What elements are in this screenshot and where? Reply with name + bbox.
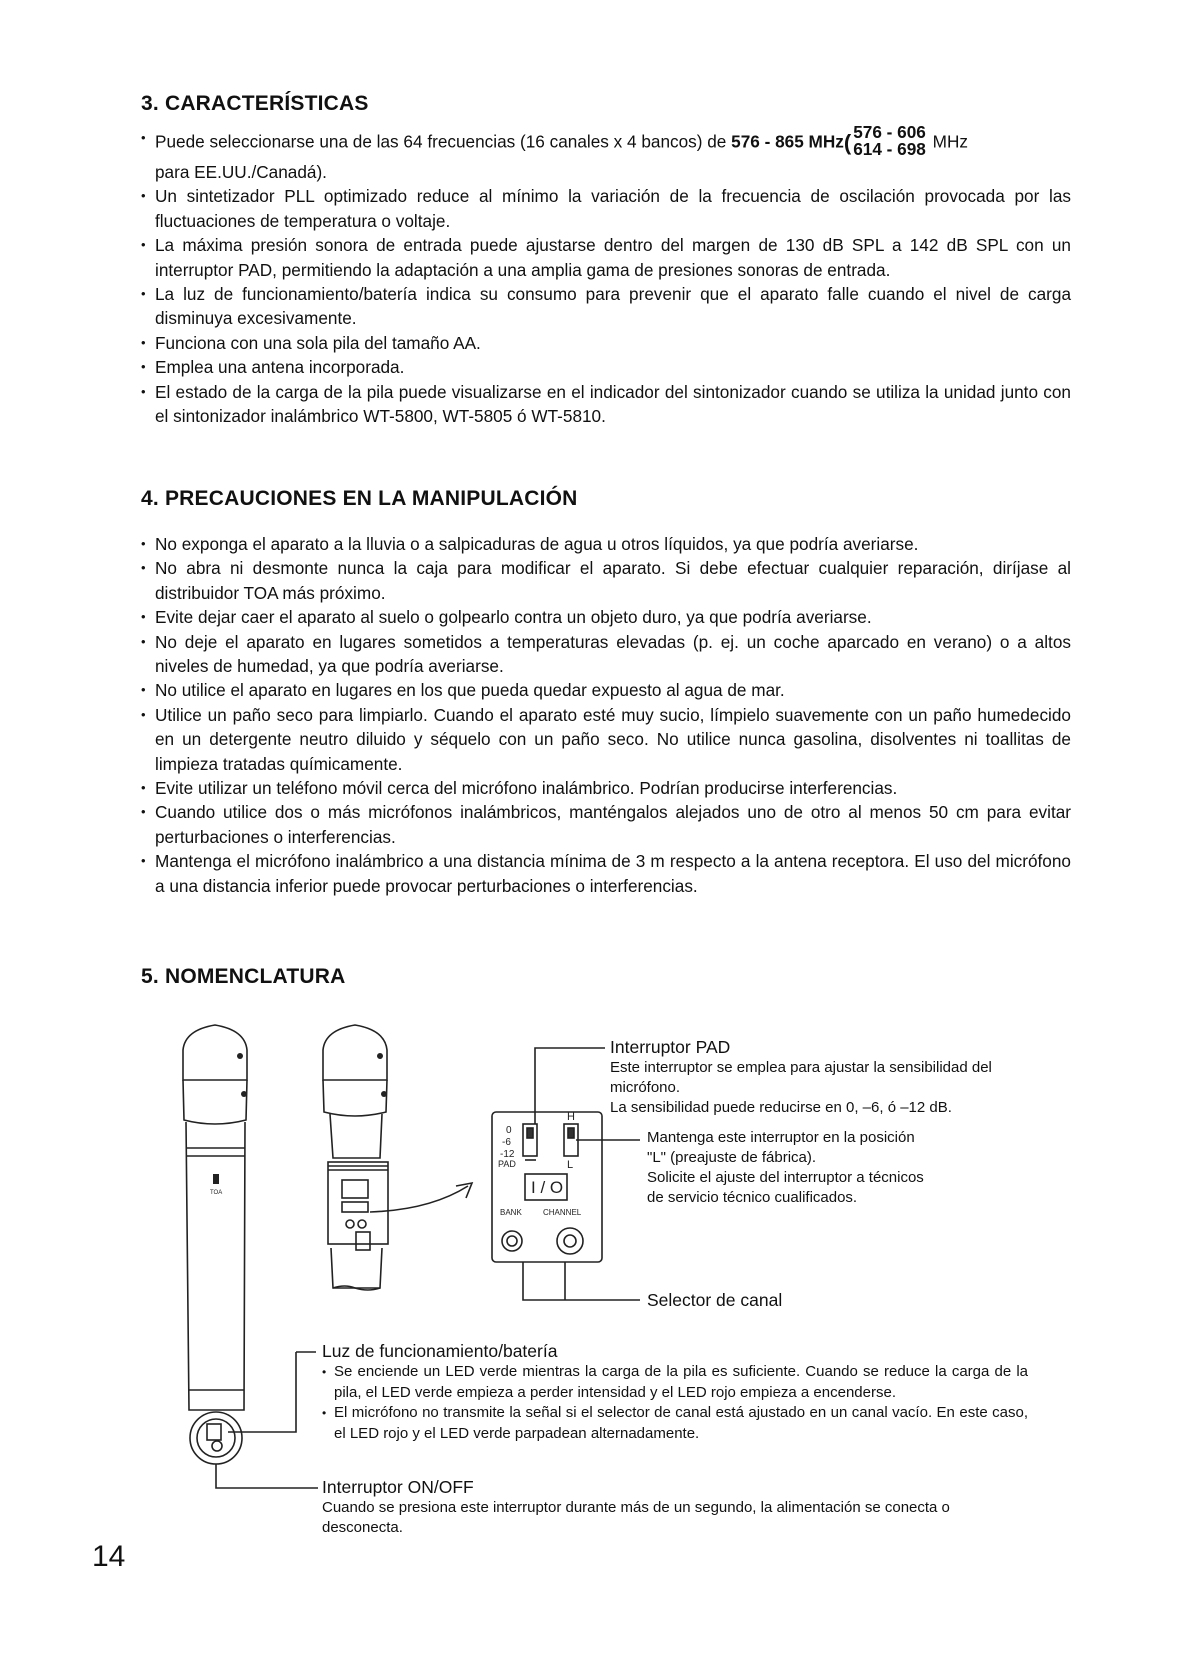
precaution-item: • No utilice el aparato en lugares en los que pueda quedar expuesto al agua de mar. (141, 678, 1071, 702)
precaution-item: • Evite utilizar un teléfono móvil cerca del micrófono inalámbrico. Podrían producirse interferencias. (141, 776, 1071, 800)
precaution-item: • Mantenga el micrófono inalámbrico a una distancia mínima de 3 m respecto a la antena receptora. El uso del micrófono a una distancia inferior puede provocar perturbaciones o interferencias. (141, 849, 1071, 898)
svg-text:0: 0 (506, 1125, 512, 1136)
onoff-leader (216, 1464, 318, 1488)
led-bullets: • Se enciende un LED verde mientras la carga de la pila es suficiente. Cuando se reduce la carga de la pila, el LED verde empieza a perder intensidad y el LED rojo empieza a encenderse. • El micrófono no transmite la señal si el selector de canal está ajustado en un canal vacío. En este caso, el LED rojo y el LED verde parpadean alternadamente. (322, 1362, 1028, 1444)
precaution-item: • Cuando utilice dos o más micrófonos inalámbricos, manténgalos alejados uno de otro al menos 50 cm para evitar perturbaciones o interferencias. (141, 800, 1071, 849)
onoff-annotation (322, 1476, 1028, 1538)
pad-switch-range: La sensibilidad puede reducirse en 0, –6, ó –12 dB. (610, 1099, 952, 1116)
section-3-title: 3. CARACTERÍSTICAS (141, 92, 369, 115)
svg-text:CHANNEL: CHANNEL (543, 1208, 582, 1217)
feature-item: • El estado de la carga de la pila puede visualizarse en el indicador del sintonizador cuando se utiliza la unidad junto con el sintonizador inalámbrico WT-5800, WT-5805 ó WT-5810. (141, 380, 1071, 429)
channel-leader (523, 1262, 640, 1300)
svg-text:PAD: PAD (498, 1159, 516, 1169)
mic-head-left (183, 1025, 247, 1080)
led-leader (228, 1352, 296, 1432)
feature-item: • Funciona con una sola pila del tamaño AA. (141, 331, 1071, 355)
h-switch-annotation: Mantenga este interruptor en la posición "L" (preajuste de fábrica). Solicite el ajuste del interruptor a técnicos de servicio técnico cualificados. (647, 1129, 924, 1206)
precaution-item: • No exponga el aparato a la lluvia o a salpicaduras de agua u otros líquidos, ya que podría averiarse. (141, 532, 1071, 556)
frequency-note: para EE.UU./Canadá). (155, 162, 327, 182)
mic-body-left (186, 1122, 245, 1410)
mic-head-right (323, 1025, 387, 1080)
onoff-title: Interruptor ON/OFF (322, 1477, 474, 1497)
bank-dial (502, 1231, 522, 1251)
precaution-item: • No abra ni desmonte nunca la caja para modificar el aparato. Si debe efectuar cualquier reparación, diríjase al distribuidor TOA más próximo. (141, 556, 1071, 605)
feature-item: • Emplea una antena incorporada. (141, 355, 1071, 379)
feature-item-frequency: • Puede seleccionarse una de las 64 frecuencias (16 canales x 4 bancos) de 576 - 865 MHz( 576 - 606 614 - 698 MHz para EE.UU./Canadá). (141, 126, 1071, 184)
precaution-item: • Evite dejar caer el aparato al suelo o golpearlo contra un objeto duro, ya que podría averiarse. (141, 605, 1071, 629)
frequency-unit: MHz (932, 131, 968, 152)
svg-text:-6: -6 (502, 1137, 511, 1148)
frequency-range: 576 - 865 MHz (731, 131, 844, 152)
toa-logo-text: TOA (210, 1190, 223, 1196)
frequency-alt: 576 - 606 614 - 698 (853, 122, 926, 159)
zoom-arrow (370, 1186, 468, 1212)
svg-text:-12: -12 (500, 1149, 515, 1160)
section-5-title: 5. NOMENCLATURA (141, 965, 346, 988)
feature-item: • Un sintetizador PLL optimizado reduce al mínimo la variación de la frecuencia de oscilación provocada por las fluctuaciones de temperatura o voltaje. (141, 184, 1071, 233)
io-button-label: I / O (531, 1178, 564, 1197)
led-annotation (322, 1340, 1028, 1444)
precaution-item: • No deje el aparato en lugares sometidos a temperaturas elevadas (p. ej. un coche aparcado en verano) o a altos niveles de humedad, ya que podría averiarse. (141, 630, 1071, 679)
pad-switch-title: Interruptor PAD (610, 1037, 731, 1057)
led-title: Luz de funcionamiento/batería (322, 1341, 558, 1361)
channel-selector-label: Selector de canal (647, 1290, 783, 1310)
feature-item: • La luz de funcionamiento/batería indica su consumo para prevenir que el aparato falle cuando el nivel de carga disminuya excesivamente. (141, 282, 1071, 331)
onoff-switch-circle (190, 1412, 242, 1464)
svg-text:L: L (567, 1159, 574, 1171)
pad-switch-annotation (610, 1036, 1030, 1118)
section-4-title: 4. PRECAUCIONES EN LA MANIPULACIÓN (141, 487, 578, 510)
onoff-desc: Cuando se presiona este interruptor durante más de un segundo, la alimentación se conecta o desconecta. (322, 1499, 950, 1536)
pad-switch-desc: Este interruptor se emplea para ajustar la sensibilidad del micrófono. (610, 1059, 992, 1096)
feature-item: • La máxima presión sonora de entrada puede ajustarse dentro del margen de 130 dB SPL a 142 dB SPL con un interruptor PAD, permitiendo la adaptación a una amplia gama de presiones sonoras de entrada. (141, 233, 1071, 282)
frequency-text: Puede seleccionarse una de las 64 frecuencias (16 canales x 4 bancos) de (155, 131, 727, 152)
precaution-item: • Utilice un paño seco para limpiarlo. Cuando el aparato esté muy sucio, límpielo suavemente con un paño humedecido en un detergente neutro diluido y séquelo con un paño seco. No utilice nunca gasolina, disolventes ni toallitas de limpieza tratadas químicamente. (141, 703, 1071, 776)
page-number: 14 (92, 1540, 126, 1573)
svg-text:H: H (567, 1111, 575, 1123)
channel-dial (557, 1228, 583, 1254)
svg-text:BANK: BANK (500, 1208, 522, 1217)
